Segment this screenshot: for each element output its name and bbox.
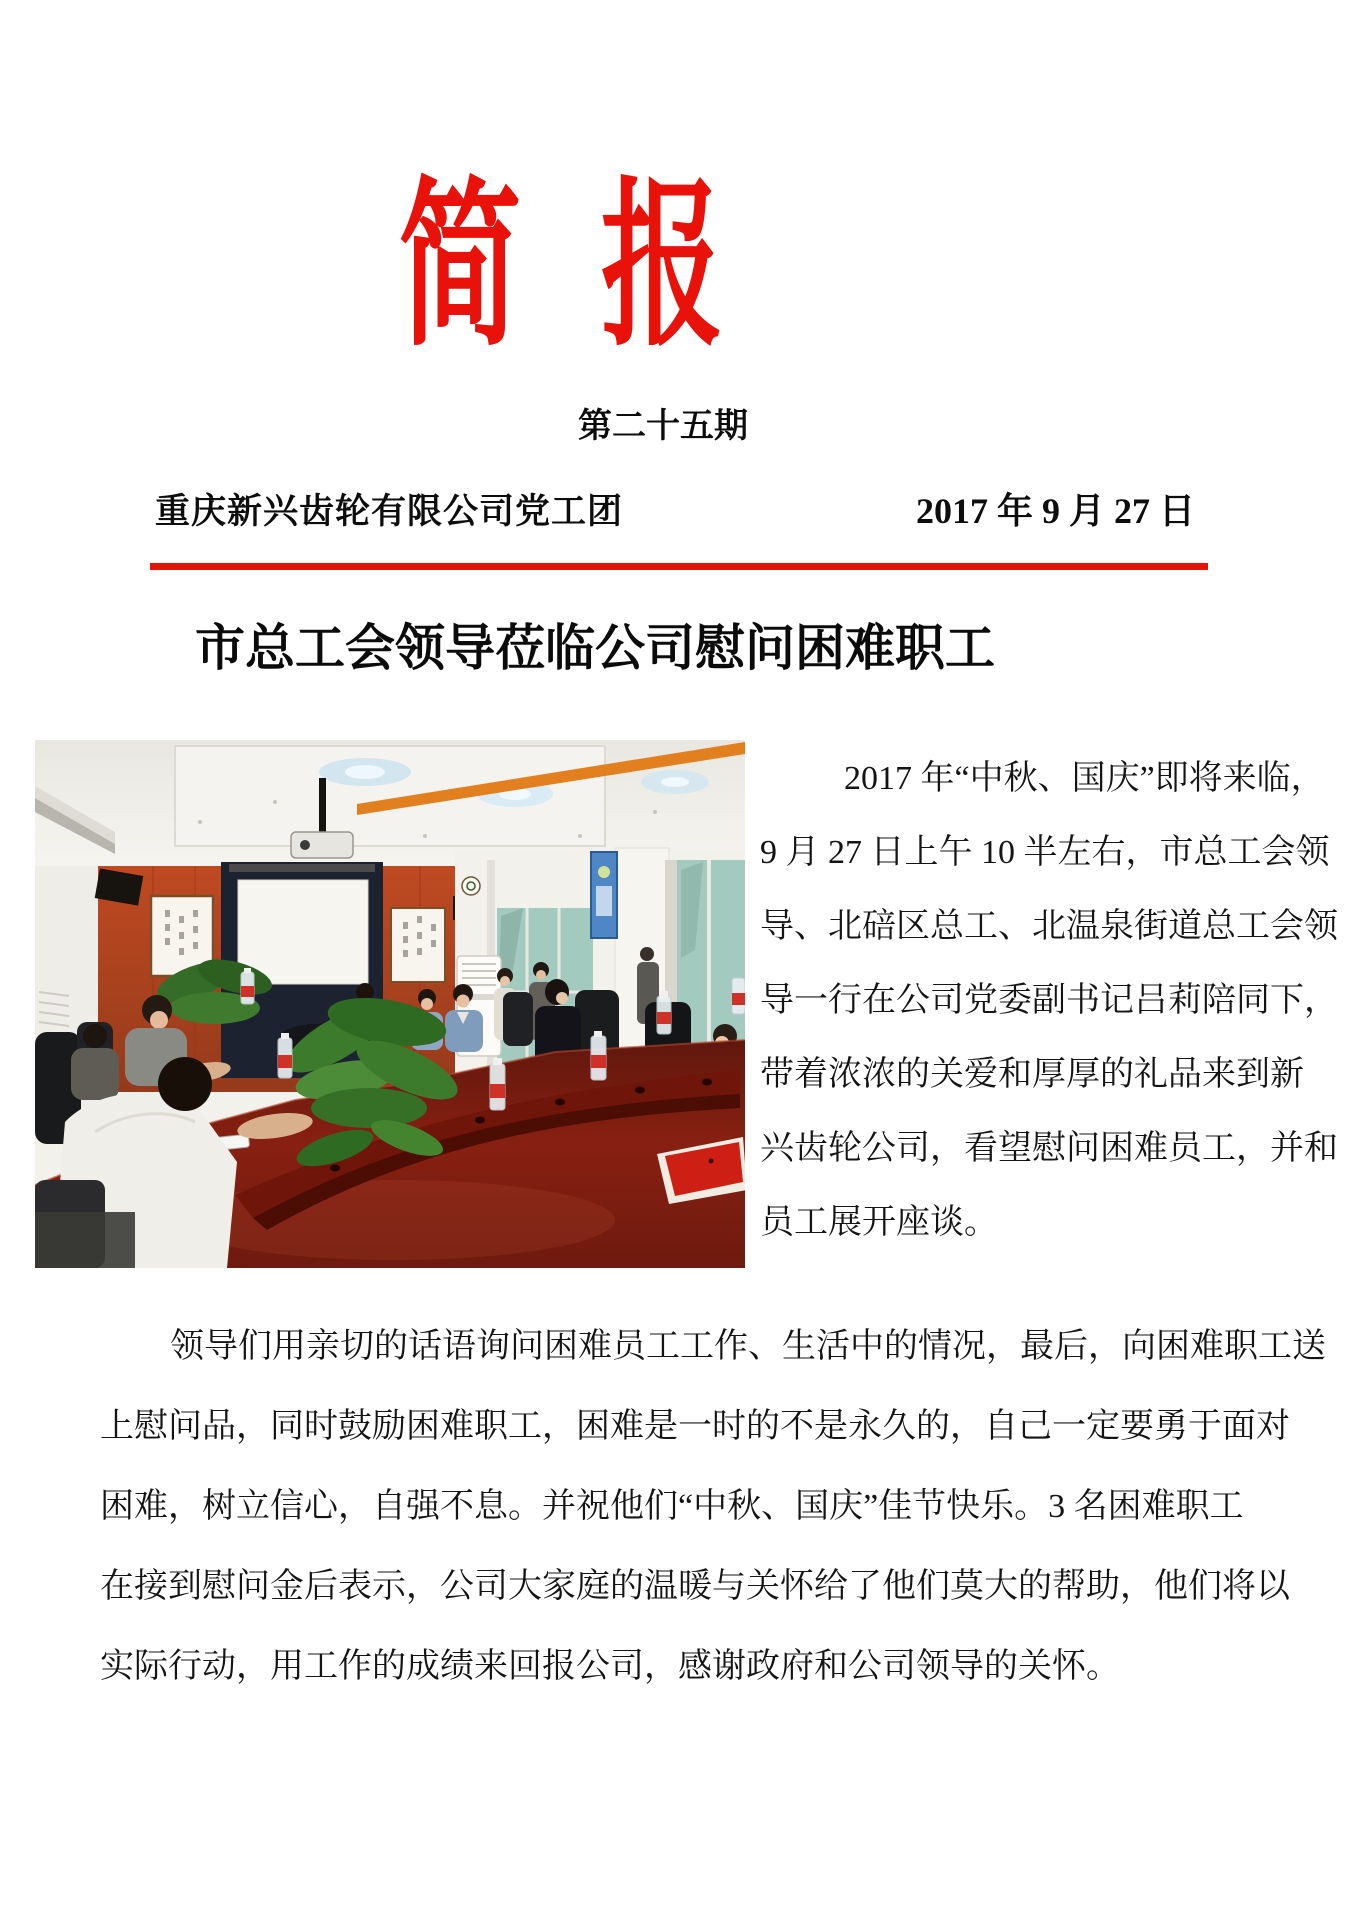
water-bottle [241, 968, 254, 1004]
body-paragraph [100, 1307, 1326, 1707]
calligraphy-frame-right [391, 908, 445, 982]
water-bottle [490, 1058, 505, 1110]
publisher-name: 重庆新兴齿轮有限公司党工团 [155, 492, 624, 531]
body-line: 困难，树立信心，自强不息。并祝他们“中秋、国庆”佳节快乐。3 名困难职工 [100, 1488, 1244, 1525]
masthead-title-char-bao: 报 [600, 168, 724, 367]
intro-line: 兴齿轮公司，看望慰问困难员工，并和 [760, 1130, 1338, 1167]
body-line: 上慰问品，同时鼓励困难职工，困难是一时的不是永久的，自己一定要勇于面对 [100, 1408, 1290, 1445]
publisher-row [155, 483, 1195, 534]
body-line: 在接到慰问金后表示，公司大家庭的温暖与关怀给了他们莫大的帮助，他们将以 [100, 1568, 1290, 1605]
intro-paragraph [760, 742, 1338, 1260]
intro-line: 员工展开座谈。 [760, 1204, 998, 1241]
intro-line: 导一行在公司党委副书记吕莉陪同下， [760, 982, 1338, 1019]
red-divider-rule [150, 563, 1208, 570]
intro-line: 带着浓浓的关爱和厚厚的礼品来到新 [760, 1056, 1304, 1093]
intro-line: 2017 年“中秋、国庆”即将来临， [844, 760, 1325, 797]
body-line: 实际行动，用工作的成绩来回报公司，感谢政府和公司领导的关怀。 [100, 1648, 1120, 1685]
masthead-title-char-jian: 简 [398, 168, 522, 367]
water-bottle [732, 978, 745, 1014]
article-headline: 市总工会领导莅临公司慰问困难职工 [195, 620, 995, 676]
intro-line: 导、北碚区总工、北温泉街道总工会领 [760, 908, 1338, 945]
bulletin-poster [591, 852, 617, 938]
publish-date: 2017 年 9 月 27 日 [915, 491, 1195, 531]
water-bottle [278, 1033, 292, 1078]
water-bottle [657, 991, 671, 1034]
water-bottle [591, 1031, 606, 1080]
meeting-room-photo [35, 740, 745, 1268]
masthead-title [370, 168, 752, 378]
issue-number: 第二十五期 [578, 407, 748, 445]
intro-line: 9 月 27 日上午 10 半左右，市总工会领 [760, 834, 1330, 871]
body-line: 领导们用亲切的话语询问困难员工工作、生活中的情况，最后，向困难职工送 [170, 1328, 1326, 1365]
meeting-room-scene [35, 740, 745, 1268]
